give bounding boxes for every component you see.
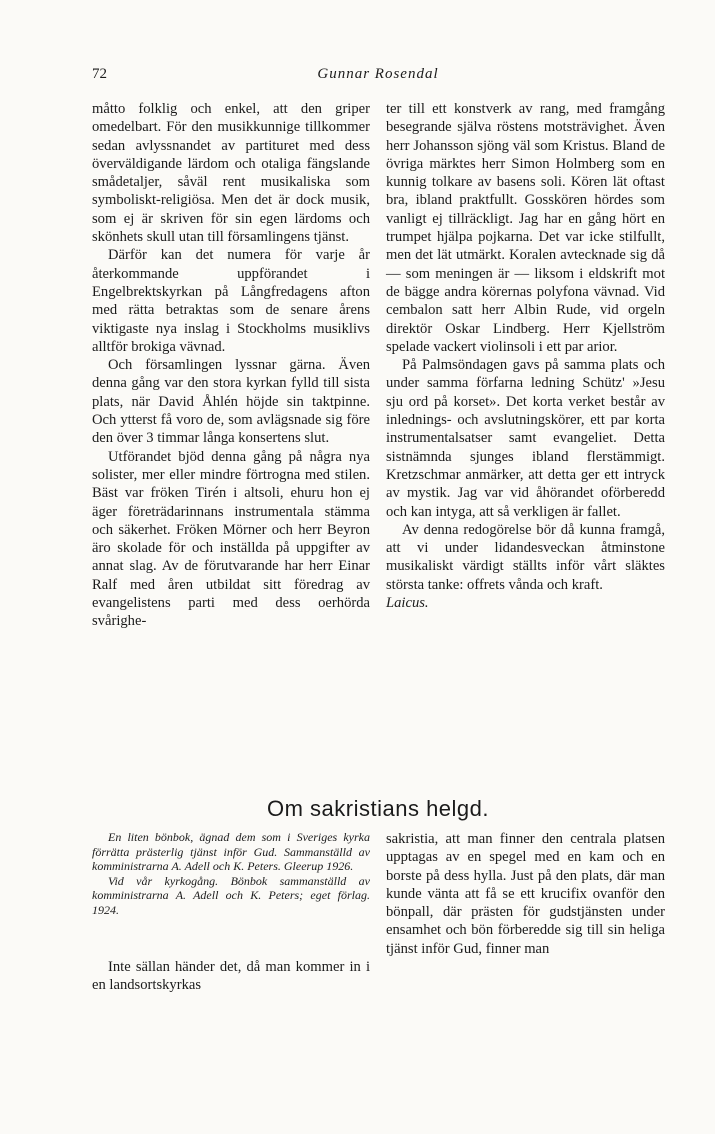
bibliography-entry: Vid vår kyrkogång. Bönbok sammanställd av komministrarna A. Adell och K. Peters; eget förlag. 1924.: [92, 873, 370, 917]
lower-right-column: [386, 830, 665, 958]
paragraph: Därför kan det numera för varje år återkommande uppförandet i Engelbrektskyrkan på Långfredagens afton med rätta betraktas som de senare årens viktigaste nya inslag i Stockholms musiklivs alltför brokiga vävnad.: [92, 247, 370, 355]
bibliography-entry: En liten bönbok, ägnad dem som i Sveriges kyrka förrätta prästerlig tjänst inför Gud. Sammanställd av komministrarna A. Adell och K. Peters. Gleerup 1926.: [92, 830, 370, 873]
signature: Laicus.: [386, 595, 429, 612]
page-header: [92, 66, 664, 88]
lower-left-column: [92, 958, 370, 995]
paragraph: ter till ett konstverk av rang, med framgång besegrande själva röstens motsträvighet. Även herr Johansson sjöng väl som Kristus. Bland de övriga märktes herr Simon Holmberg som en kunnig tolkare av basens soli. Kören lät oftast bra, ibland praktfullt. Gosskören hördes som vanligt ej tillräckligt. Jag har en gång hört en trumpet hjälpa pojkarna. Det var icke stilfullt, men det lät utmärkt. Koralen avtecknade sig då — som meningen är — liksom i eldskrift mot de bägge andra körernas polyfona vävnad. Vid cembalon satt herr Albin Rude, vid orgeln direktör Oskar Lindberg. Herr Kjellström spelade vackert violinsoli i ett par arior.: [386, 101, 665, 355]
paragraph: Och församlingen lyssnar gärna. Även denna gång var den stora kyrkan fylld till sista plats, när David Åhlén höjde sin taktpinne. Och ytterst få voro de, som avlägsnade sig före den över 3 timmar långa konsertens slut.: [92, 357, 370, 447]
paragraph: Av denna redogörelse bör då kunna framgå, att vi under lidandesveckan åtminstone musikaliskt värdigt ställts inför vårt släktes största tanke: offrets vånda och kraft.: [386, 521, 665, 593]
running-title: Gunnar Rosendal: [317, 66, 439, 82]
article-heading: Om sakristians helgd.: [266, 796, 490, 821]
paragraph: Inte sällan händer det, då man kommer in i en landsortskyrkas: [92, 959, 370, 994]
upper-right-column: [386, 100, 665, 612]
upper-left-column: [92, 100, 370, 631]
paragraph: På Palmsöndagen gavs på samma plats och under samma förfarna ledning Schütz' »Jesu sju ord på korset». Det korta verket består av inlednings- och avslutningskörer, ett par korta instrumentalsatser samt evangeliet. Detta sistnämnda sjunges ibland flerstämmigt. Kretzschmar anmärker, att detta ger ett intryck av mystik. Jag var vid åhörandet oförberedd och kan intyga, att så verkligen är fallet.: [386, 357, 665, 520]
paragraph: sakristia, att man finner den centrala platsen upptagas av en spegel med en kam och en borste på dess hylla. Just på den plats, där man kunde vänta att få se ett krucifix ovanför den bönpall, där prästen för gudstjänsten under ensamhet och bön förberedde sig till sin heliga tjänst inför Gud, finner man: [386, 831, 665, 957]
paragraph: måtto folklig och enkel, att den griper omedelbart. För den musikkunnige tillkommer sedan avlyssnandet av partituret med dess överväldigande lärdom och otaliga fängslande smådetaljer, såväl rent musikaliska som symboliskt-religiösa. Men det är dock musik, som ej är skriven för sin egen lärdoms och skönhets skull utan till församlingens tjänst.: [92, 101, 370, 246]
paragraph: Utförandet bjöd denna gång på några nya solister, mer eller mindre förtrogna med stilen. Bäst var fröken Tirén i altsoli, ehuru hon ej äger företrädarinnans instrumentala stämma och säkerhet. Fröken Mörner och herr Beyron äro skolade för och inställda på uppgifter av annat slag. Av de förutvarande har herr Einar Ralf med åren utbildat sitt föredrag av evangelistens parti med dess oerhörda svårighe-: [92, 448, 370, 630]
page-number: 72: [92, 66, 107, 82]
bibliography-block: [92, 830, 370, 917]
